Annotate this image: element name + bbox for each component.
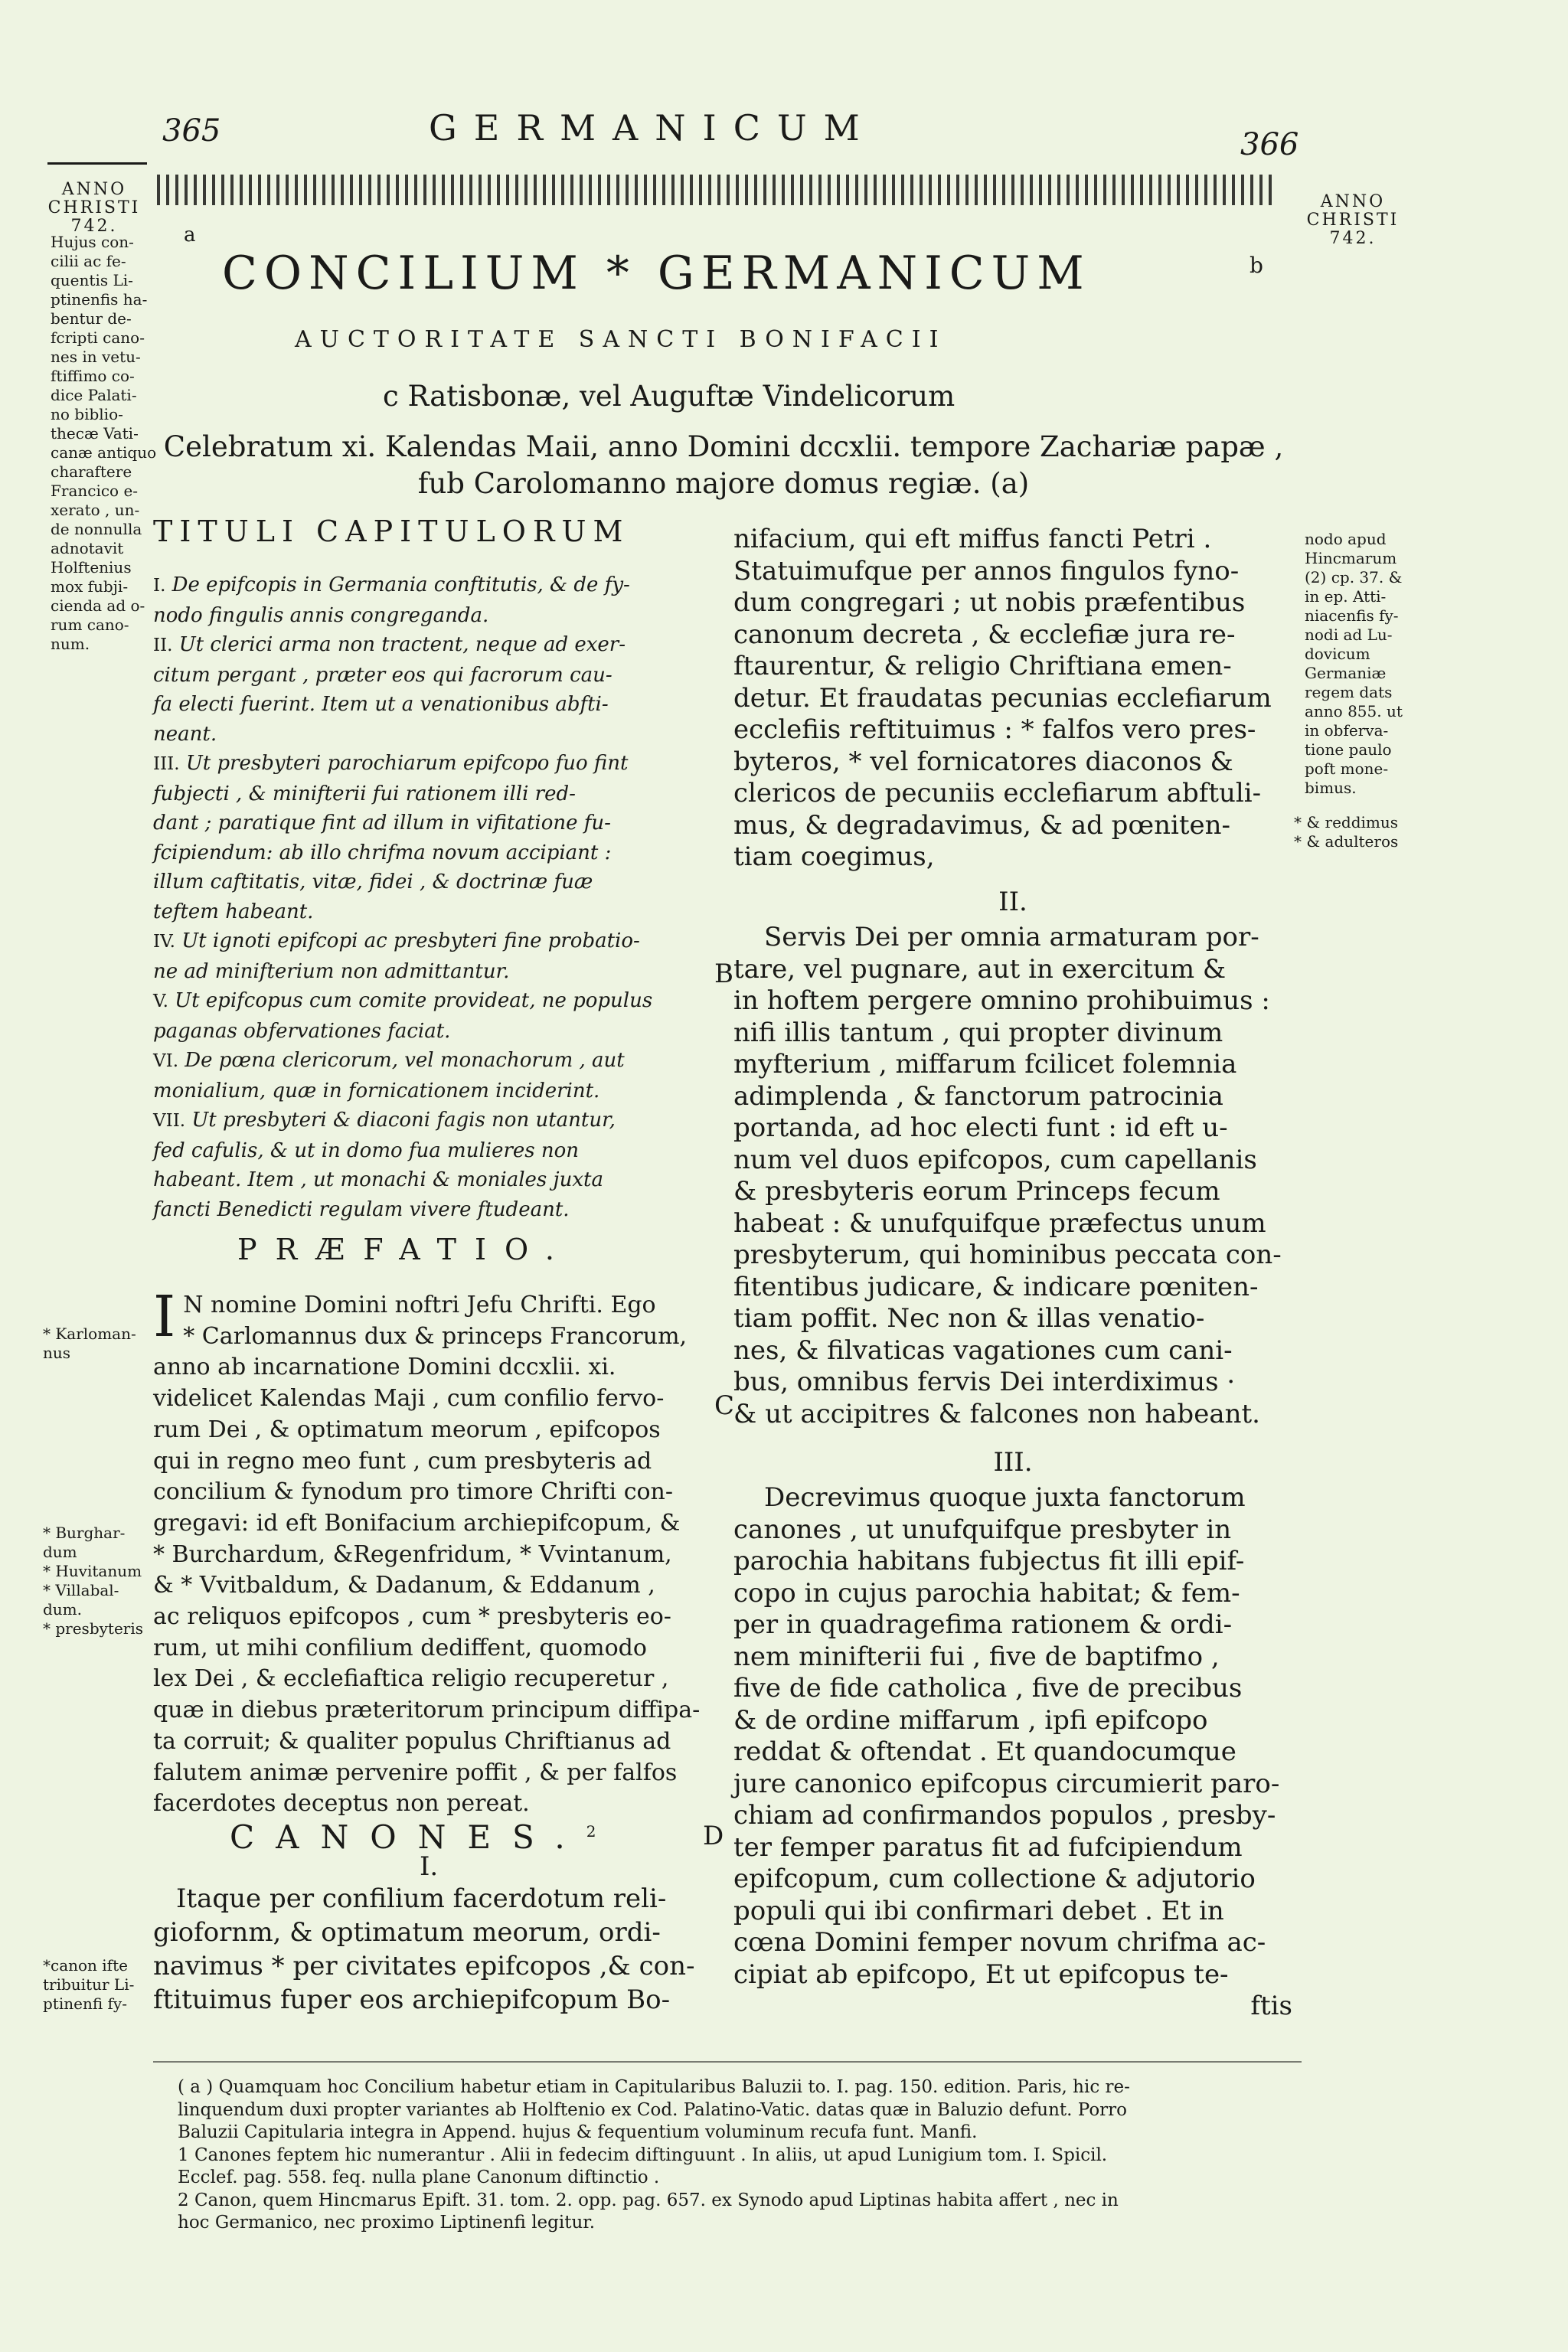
anno-line: ANNO <box>1320 192 1386 211</box>
margin-note-line: Germaniæ <box>1305 664 1387 682</box>
titulus-number: III. <box>153 754 180 774</box>
right-column-line: jure canonico epifcopus circumierit paro- <box>733 1768 1280 1799</box>
right-column-line: mus, & degradavimus, & ad pœniten- <box>733 809 1231 841</box>
margin-note-line: canæ antiquo <box>51 443 157 462</box>
right-column-line: clericos de pecuniis ecclefiarum abftuli- <box>733 778 1262 808</box>
footnote-line: hoc Germanico, nec proximo Liptinenfi legitur. <box>178 2213 596 2233</box>
right-column-line: portanda, ad hoc electi funt : id eft u- <box>733 1112 1228 1143</box>
canon-line: ftituimus fuper eos archiepifcopum Bo- <box>153 1984 671 2015</box>
margin-note-line: ptinenfi fy- <box>43 1994 127 2013</box>
margin-note-line: num. <box>51 635 90 653</box>
margin-letter-b: b <box>1250 253 1263 278</box>
titulus-continuation: dant ; paratique fint ad illum in vifitatione fu- <box>153 812 611 835</box>
right-column-line: & ut accipitres & falcones non habeant. <box>733 1398 1260 1429</box>
canon-line: navimus * per civitates epifcopos ,& con- <box>153 1951 695 1981</box>
praefatio-line: N nomine Domini noftri Jefu Chrifti. Ego <box>183 1292 656 1318</box>
margin-note-canon <box>43 1956 134 2014</box>
margin-note-line: poft mone- <box>1305 760 1389 778</box>
margin-note-line: anno 855. ut <box>1305 702 1403 720</box>
right-column-line: ecclefiis reftituimus : * falfos vero pres- <box>733 714 1256 745</box>
titulus-continuation: citum pergant , præter eos qui facrorum cau- <box>153 663 612 687</box>
footnote-line: linquendum duxi propter variantes ab Holftenio ex Cod. Palatino-Vatic. datas quæ in Baluzio defunt. Porro <box>178 2099 1128 2120</box>
titulus-continuation: fancti Benedicti regulam vivere ftudeant. <box>153 1197 570 1221</box>
right-column-line: five de fide catholica , five de precibus <box>733 1673 1243 1704</box>
right-column-line: nifacium, qui eft miffus fancti Petri . <box>733 524 1212 554</box>
right-column-line: tare, vel pugnare, aut in exercitum & <box>733 953 1227 985</box>
margin-letter-D: D <box>703 1821 724 1851</box>
anno-line: CHRISTI <box>47 198 141 217</box>
margin-note-line: nus <box>43 1344 71 1362</box>
titulus-text: Ut clerici arma non tractent, neque ad exer- <box>178 633 626 656</box>
margin-note-line: niacenfis fy- <box>1305 606 1399 625</box>
footnote-mark: 2 <box>586 1822 596 1841</box>
right-column-line: dum congregari ; ut nobis præfentibus <box>733 587 1246 618</box>
titulus-number: IV. <box>153 932 175 952</box>
titulus-text: Ut epifcopus cum comite provideat, ne populus <box>175 989 653 1012</box>
praefatio-line: anno ab incarnatione Domini dccxlii. xi. <box>153 1354 616 1381</box>
ornament-band <box>157 175 1275 205</box>
right-column-line: nes, & filvaticas vagationes cum cani- <box>733 1334 1233 1366</box>
titulus-item <box>153 630 720 661</box>
praefatio-line: facerdotes deceptus non pereat. <box>153 1790 530 1818</box>
right-column-line: in hoftem pergere omnino prohibuimus : <box>733 985 1270 1016</box>
titulus-text: Ut ignoti epifcopi ac presbyteri fine probatio- <box>181 929 640 952</box>
margin-note-line: no biblio- <box>51 405 123 423</box>
section-number-2: II. <box>998 887 1027 917</box>
document-subtitle: AUCTORITATE SANCTI BONIFACII <box>295 326 947 353</box>
right-column-line: Decrevimus quoque juxta fanctorum <box>764 1482 1246 1513</box>
praefatio-line: gregavi: id eft Bonifacium archiepifcopum, & <box>153 1509 681 1537</box>
right-column-line: bus, omnibus fervis Dei interdiximus · <box>733 1367 1236 1397</box>
titulus-continuation: ne ad minifterium non admittantur. <box>153 959 510 983</box>
tituli-list <box>153 570 720 1224</box>
right-column-line: chiam ad confirmandos populos , presby- <box>733 1800 1276 1831</box>
titulus-number: V. <box>153 991 168 1011</box>
margin-note-line: Holftenius <box>51 558 132 577</box>
praefatio-line: concilium & fynodum pro timore Chrifti con- <box>153 1478 674 1506</box>
right-column-line: Servis Dei per omnia armaturam por- <box>764 922 1259 952</box>
margin-note-line: * Karloman- <box>43 1325 136 1343</box>
margin-note-line: dum <box>43 1543 77 1561</box>
praefatio-line: qui in regno meo funt , cum presbyteris ad <box>153 1447 652 1475</box>
margin-note-karlomannus <box>43 1325 136 1363</box>
margin-note-line: cienda ad o- <box>51 596 145 615</box>
margin-note-names <box>43 1524 143 1638</box>
right-column-line: ter femper paratus fit ad fufcipiendum <box>733 1831 1243 1863</box>
right-column-line: reddat & oftendat . Et quandocumque <box>733 1736 1236 1767</box>
drop-cap: I <box>153 1284 176 1350</box>
margin-note-line: dice Palati- <box>51 386 137 404</box>
praefatio-text <box>153 1284 720 1820</box>
right-column-line: populi qui ibi confirmari debet . Et in <box>733 1895 1224 1926</box>
right-column-line: Statuimufque per annos fingulos fyno- <box>733 555 1240 586</box>
margin-note-line: bentur de- <box>51 309 132 328</box>
right-column-block-3 <box>733 1482 1292 2023</box>
titulus-number: VI. <box>153 1051 179 1071</box>
section-number-3: III. <box>993 1447 1033 1478</box>
margin-note-line: xerato , un- <box>51 501 140 519</box>
anno-line: 742. <box>1329 229 1377 248</box>
margin-note-line: cilii ac fe- <box>51 252 126 270</box>
right-column-line: & presbyteris eorum Princeps fecum <box>733 1176 1220 1207</box>
margin-note-line: (2) cp. 37. & <box>1305 568 1403 586</box>
footnotes <box>178 2076 1303 2235</box>
margin-letter-B: B <box>714 959 733 989</box>
titulus-continuation: paganas obfervationes faciat. <box>153 1019 451 1043</box>
titulus-text: Ut presbyteri & diaconi fagis non utantur, <box>191 1109 616 1132</box>
canones-heading-text: CANONES. <box>230 1818 586 1856</box>
titulus-number: I. <box>153 576 166 596</box>
margin-note-line: bimus. <box>1305 779 1357 797</box>
margin-note-line: mox fubji- <box>51 577 129 596</box>
margin-note-line: * Villabal- <box>43 1581 119 1599</box>
margin-note-line: de nonnulla <box>51 520 142 538</box>
page-number-left: 365 <box>162 113 221 149</box>
right-column-line: byteros, * vel fornicatores diaconos & <box>733 746 1233 777</box>
footnote-line: 2 Canon, quem Hincmarus Epift. 31. tom. 2. opp. pag. 657. ex Synodo apud Liptinas habita affert , nec in <box>178 2190 1119 2210</box>
titulus-continuation: fubjecti , & minifterii fui rationem illi red- <box>153 782 576 805</box>
praefatio-line: rum, ut mihi confilium dediffent, quomodo <box>153 1634 647 1661</box>
titulus-continuation: fcipiendum: ab illo chrifma novum accipiant : <box>153 841 612 864</box>
margin-note-line: in obferva- <box>1305 721 1389 740</box>
canon-line: Itaque per confilium facerdotum reli- <box>176 1883 667 1914</box>
canon-number-1: I. <box>420 1851 439 1882</box>
margin-note-line: Hujus con- <box>51 233 134 251</box>
celebration-line-1: Celebratum xi. Kalendas Maii, anno Domini dccxlii. tempore Zachariæ papæ , <box>163 430 1284 463</box>
praefatio-line: ta corruit; & qualiter populus Chriftianus ad <box>153 1727 671 1755</box>
margin-note-line: * & reddimus <box>1294 813 1399 831</box>
praefatio-line: videlicet Kalendas Maji , cum confilio fervo- <box>153 1385 665 1413</box>
page-number-right: 366 <box>1240 127 1299 162</box>
right-column-line: per in quadragefima rationem & ordi- <box>733 1609 1233 1640</box>
right-column-line: epifcopum, cum collectione & adjutorio <box>733 1864 1256 1894</box>
margin-note-line: * Huvitanum <box>43 1562 142 1580</box>
margin-letter-a: a <box>184 224 196 247</box>
right-column-line: canones , ut unufquifque presbyter in <box>733 1514 1232 1545</box>
footnote-line: Baluzii Capitularia integra in Append. hujus & fequentium voluminum recufa funt. Manfi. <box>178 2122 978 2142</box>
margin-note-line: nes in vetu- <box>51 348 141 366</box>
praefatio-line: & * Vvitbaldum, & Dadanum, & Eddanum , <box>153 1572 655 1599</box>
margin-note-line: * presbyteris <box>43 1619 144 1638</box>
right-column-line: detur. Et fraudatas pecunias ecclefiarum <box>733 682 1272 714</box>
running-head: GERMANICUM <box>429 107 877 149</box>
margin-note-line: rum cano- <box>51 616 129 634</box>
titulus-item <box>153 926 720 957</box>
margin-note-line: ftiffimo co- <box>51 367 135 385</box>
tituli-heading: TITULI CAPITULORUM <box>153 514 630 548</box>
right-column-line: cipiat ab epifcopo, Et ut epifcopus te- <box>733 1958 1229 1990</box>
titulus-continuation: neant. <box>153 722 217 746</box>
right-column-line: tiam coegimus, <box>733 841 935 872</box>
footnote-rule <box>153 2061 1302 2063</box>
margin-note-left <box>51 233 156 654</box>
canones-heading <box>230 1818 596 1856</box>
right-column-line: myfterium , miffarum fcilicet folemnia <box>733 1049 1237 1080</box>
praefatio-heading: PRÆFATIO. <box>237 1233 573 1266</box>
margin-note-line: charaftere <box>51 462 132 481</box>
footnote-line: Ecclef. pag. 558. feq. nulla plane Canonum diftinctio . <box>178 2167 660 2187</box>
margin-note-line: ptinenfis ha- <box>51 290 148 309</box>
right-column-line: tiam poffit. Nec non & illas venatio- <box>733 1303 1205 1334</box>
right-column-line: cœna Domini femper novum chrifma ac- <box>733 1927 1266 1958</box>
margin-note-line: dovicum <box>1305 645 1370 663</box>
titulus-continuation: fa electi fuerint. Item ut a venationibus abfti- <box>153 693 609 716</box>
margin-note-line: quentis Li- <box>51 271 133 289</box>
margin-note-line: nodo apud <box>1305 530 1387 548</box>
right-column-block-1 <box>733 524 1292 874</box>
praefatio-line: quæ in diebus præteritorum principum diffipa- <box>153 1697 701 1724</box>
praefatio-line: * Burchardum, &Regenfridum, * Vvintanum, <box>153 1540 672 1568</box>
titulus-continuation: monialium, quæ in fornicationem inciderint. <box>153 1079 600 1102</box>
margin-note-line: nodi ad Lu- <box>1305 626 1393 644</box>
right-column-line: presbyterum, qui hominibus peccata con- <box>733 1240 1282 1270</box>
titulus-item <box>153 1106 720 1136</box>
praefatio-line: falutem animæ pervenire poffit , & per falfos <box>153 1759 678 1786</box>
document-place: c Ratisbonæ, vel Auguftæ Vindelicorum <box>383 380 956 413</box>
anno-line: 742. <box>70 217 118 236</box>
right-column-line: nifi illis tantum , qui propter divinum <box>733 1017 1223 1048</box>
right-column-line: nem minifterii fui , five de baptifmo , <box>733 1641 1220 1672</box>
margin-note-line: tione paulo <box>1305 740 1392 759</box>
canon-line: giofornm, & optimatum meorum, ordi- <box>153 1917 661 1948</box>
praefatio-line: lex Dei , & ecclefiaftica religio recuperetur , <box>153 1665 669 1693</box>
canon-1-text <box>153 1882 720 2017</box>
margin-note-star-notes <box>1294 813 1398 851</box>
titulus-continuation: teftem habeant. <box>153 900 314 923</box>
titulus-text: De epifcopis in Germania conftitutis, & de fy- <box>172 573 630 596</box>
anno-line: CHRISTI <box>1306 211 1400 230</box>
margin-note-line: adnotavit <box>51 539 124 557</box>
margin-note-line: Hincmarum <box>1305 549 1397 567</box>
right-column-line: ftis <box>1250 1991 1292 2021</box>
titulus-text: Ut presbyteri parochiarum epifcopo fuo fint <box>185 752 629 775</box>
margin-note-line: regem dats <box>1305 683 1393 701</box>
titulus-item <box>153 986 720 1017</box>
margin-note-line: Francico e- <box>51 482 139 500</box>
titulus-text: De pœna clericorum, vel monachorum , aut <box>185 1049 625 1072</box>
titulus-continuation: fed cafulis, & ut in domo fua mulieres non <box>153 1138 580 1162</box>
titulus-item <box>153 749 720 779</box>
praefatio-line: * Carlomannus dux & princeps Francorum, <box>183 1322 688 1350</box>
margin-note-line: thecæ Vati- <box>51 424 139 443</box>
right-column-line: habeat : & unufquifque præfectus unum <box>733 1207 1266 1239</box>
right-column-line: & de ordine miffarum , ipfi epifcopo <box>733 1704 1208 1736</box>
titulus-continuation: nodo fingulis annis congreganda. <box>153 603 489 627</box>
footnote-line: 1 Canones feptem hic numerantur . Alii in fedecim diftinguunt . In aliis, ut apud Lunigium tom. I. Spicil. <box>178 2145 1108 2165</box>
right-column-line: adimplenda , & fanctorum patrocinia <box>733 1080 1223 1112</box>
titulus-number: VII. <box>153 1111 186 1131</box>
margin-note-line: *canon ifte <box>43 1956 128 1975</box>
margin-note-line: fcripti cano- <box>51 328 145 347</box>
right-column-line: parochia habitans fubjectus fit illi epif- <box>733 1546 1245 1576</box>
praefatio-line: rum Dei , & optimatum meorum , epifcopos <box>153 1416 661 1443</box>
right-column-line: fitentibus judicare, & indicare pœniten- <box>733 1271 1259 1302</box>
celebration-line <box>153 429 1294 502</box>
margin-note-line: * Burghar- <box>43 1524 126 1542</box>
anno-christi-right <box>1295 193 1410 248</box>
titulus-item <box>153 1046 720 1076</box>
anno-line: ANNO <box>61 180 127 199</box>
margin-note-line: * & adulteros <box>1294 832 1399 851</box>
margin-note-line: dum. <box>43 1600 83 1619</box>
right-column-line: num vel duos epifcopos, cum capellanis <box>733 1144 1257 1175</box>
celebration-line-2: fub Carolomanno majore domus regiæ. (a) <box>417 467 1030 500</box>
right-column-line: copo in cujus parochia habitat; & fem- <box>733 1577 1240 1609</box>
margin-rule-left <box>47 162 147 165</box>
right-column-line: ftaurentur, & religio Chriftiana emen- <box>733 651 1232 681</box>
right-column-block-2 <box>733 922 1292 1430</box>
praefatio-line: ac reliquos epifcopos , cum * presbyteris eo- <box>153 1603 671 1631</box>
right-column-line: canonum decreta , & ecclefiæ jura re- <box>733 619 1236 650</box>
anno-christi-left <box>44 181 144 236</box>
margin-note-right <box>1305 530 1403 798</box>
titulus-continuation: habeant. Item , ut monachi & moniales juxta <box>153 1168 603 1191</box>
titulus-number: II. <box>153 635 173 655</box>
titulus-item <box>153 570 720 601</box>
titulus-continuation: illum caftitatis, vitæ, fidei , & doctrinæ fuæ <box>153 871 593 893</box>
margin-letter-C: C <box>714 1390 735 1421</box>
footnote-line: ( a ) Quamquam hoc Concilium habetur etiam in Capitularibus Baluzii to. I. pag. 150. edition. Paris, hic re- <box>178 2077 1130 2097</box>
margin-note-line: in ep. Atti- <box>1305 587 1387 606</box>
margin-note-line: tribuitur Li- <box>43 1975 135 1994</box>
document-title: CONCILIUM * GERMANICUM <box>222 247 1091 300</box>
